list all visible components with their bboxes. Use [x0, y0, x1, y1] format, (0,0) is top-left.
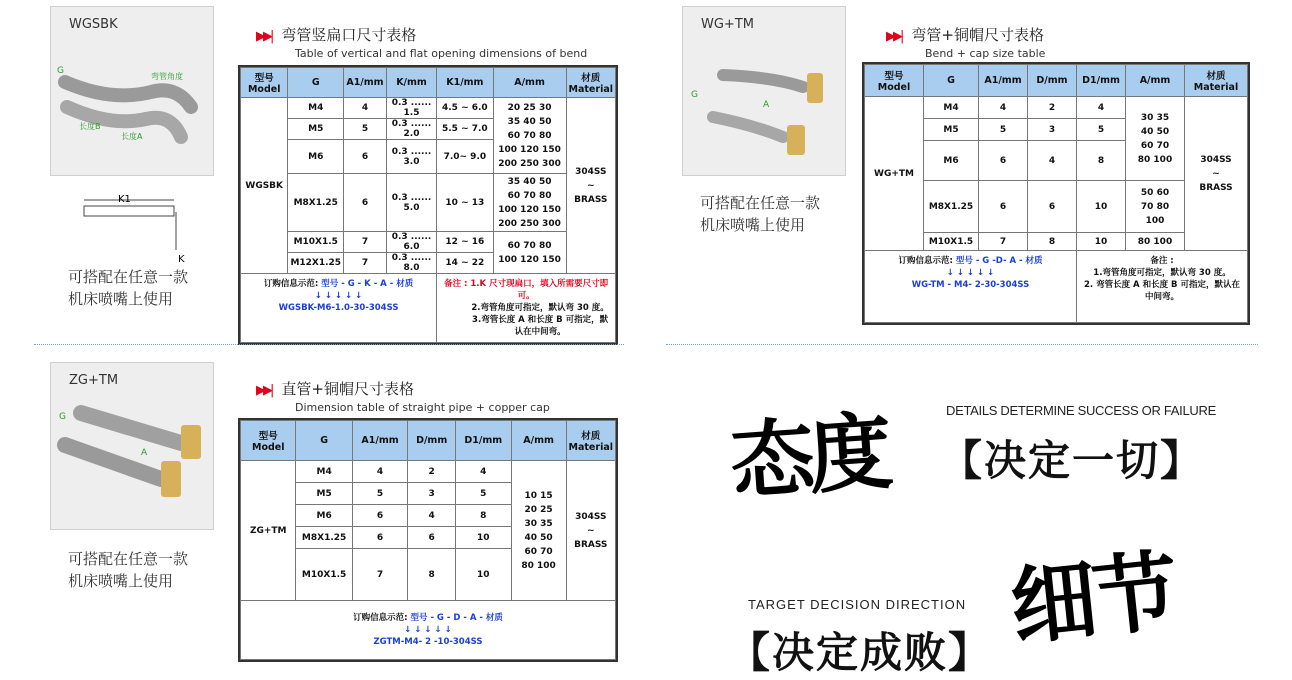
- table-row: ZG+TM M4 4 2 4 10 15 20 25 30 35 40 50 60 70 80 100 304SS ~ BRASS: [241, 461, 616, 483]
- col-k: K/mm: [386, 68, 436, 98]
- a-values: 10 15 20 25 30 35 40 50 60 70 80 100: [511, 461, 566, 601]
- col-k1: K1/mm: [437, 68, 493, 98]
- photo-label: WG+TM: [701, 17, 754, 32]
- compatibility-caption: 可搭配在任意一款 机床喷嘴上使用: [68, 550, 189, 590]
- col-a1: A1/mm: [344, 68, 387, 98]
- table-row: M10X1.5 7 8 10 80 100: [865, 233, 1248, 251]
- product-photo-wgsbk: [50, 6, 214, 176]
- title-arrows-icon: ▶▶|: [256, 29, 272, 44]
- a-values-group-2: 35 40 50 60 70 80 100 120 150 200 250 300: [493, 174, 566, 232]
- photo-label: ZG+TM: [69, 373, 119, 388]
- svg-text:弯管角度: 弯管角度: [151, 72, 183, 81]
- table-row: M12X1.25 7 0.3 ...... 8.0 14 ~ 22: [241, 253, 616, 274]
- calligraphy-attitude: 态度: [727, 401, 890, 512]
- svg-text:A: A: [763, 100, 770, 110]
- title-arrows-icon: ▶▶|: [256, 383, 272, 398]
- col-a: A/mm: [493, 68, 566, 98]
- product-photo-zg-tm: [50, 362, 214, 530]
- svg-text:A: A: [141, 448, 148, 458]
- section-divider: [34, 344, 624, 345]
- material-cell: 304SS ~ BRASS: [566, 98, 615, 274]
- table-row: M8X1.25 6 0.3 ...... 5.0 10 ~ 13 35 40 50 60 70 80 100 120 150 200 250 300: [241, 174, 616, 232]
- order-info-row: 订购信息示范: 型号 - G - D - A - 材质 ↓ ↓ ↓ ↓ ↓ ZGTM-M4- 2 -10-304SS: [241, 601, 616, 660]
- slogan-zh-2: 【决定成败】: [728, 628, 993, 677]
- a-values-group-2: 50 60 70 80 100: [1126, 181, 1185, 233]
- table-row: M8X1.25 6 6 10 50 60 70 80 100: [865, 181, 1248, 233]
- table-row: WGSBK M4 4 0.3 ...... 1.5 4.5 ~ 6.0 20 25 30 35 40 50 60 70 80 100 120 150 200 250 300 304SS ~ BRASS: [241, 98, 616, 119]
- order-info-row: 订购信息示范: 型号 - G -D- A - 材质 ↓ ↓ ↓ ↓ ↓ WG-TM - M4- 2-30-304SS 备注 : 1.弯管角度可指定，默认弯 30 度。 2. 弯管长度 A 和长度 B 可指定，默认在中间弯。: [865, 251, 1248, 323]
- bent-nozzle-image: [51, 7, 215, 177]
- material-cell: 304SS ~ BRASS: [566, 461, 615, 601]
- table-title-zh: ▶▶| 弯管竖扁口尺寸表格: [256, 26, 417, 44]
- model-cell: ZG+TM: [241, 461, 296, 601]
- title-arrows-icon: ▶▶|: [886, 29, 902, 44]
- table-title-zh: ▶▶| 直管+铜帽尺寸表格: [256, 380, 414, 398]
- compatibility-caption: 可搭配在任意一款 机床喷嘴上使用: [68, 268, 189, 308]
- svg-text:K1: K1: [118, 194, 131, 205]
- svg-text:长度B: 长度B: [79, 122, 101, 131]
- a-values-group-1: 30 35 40 50 60 70 80 100: [1126, 97, 1185, 181]
- spec-table-wg-tm: 型号 Model G A1/mm D/mm D1/mm A/mm 材质 Material WG+TM M4 4 2 4 30 35 40 50 60 70 80 100 304SS ~ BRASS M5 5 3 5 M6 6 4 8 M8X1.25 6 6 10 50 60 70 80 100 M10X1.5 7 8 10 80 100 订购信息示范: 型号 - G -D- A - 材质 ↓ ↓ ↓ ↓ ↓ WG-TM - M4- 2-30-304SS 备注 : 1.弯管角度可指定，默认弯 30 度。 2. 弯管长度 A 和长度 B 可指定，默认在中间弯。: [864, 64, 1248, 323]
- straight-cap-nozzle-image: [51, 363, 215, 531]
- table-title-zh: ▶▶| 弯管+铜帽尺寸表格: [886, 26, 1044, 44]
- compatibility-caption: 可搭配在任意一款 机床喷嘴上使用: [700, 194, 821, 234]
- svg-text:长度A: 长度A: [121, 132, 143, 141]
- photo-label: WGSBK: [69, 17, 118, 32]
- section-divider: [666, 344, 1258, 345]
- dimension-sketch: [78, 192, 188, 272]
- col-g: G: [288, 68, 344, 98]
- table-row: M5 5 3 5: [865, 119, 1248, 141]
- table-row: M6 6 0.3 ...... 3.0 7.0~ 9.0: [241, 140, 616, 174]
- table-row: M8X1.25 6 6 10: [241, 527, 616, 549]
- svg-text:G: G: [691, 90, 698, 100]
- a-values-group-1: 20 25 30 35 40 50 60 70 80 100 120 150 200 250 300: [493, 98, 566, 174]
- table-row: WG+TM M4 4 2 4 30 35 40 50 60 70 80 100 304SS ~ BRASS: [865, 97, 1248, 119]
- col-material: 材质 Material: [566, 68, 615, 98]
- svg-text:G: G: [57, 66, 64, 76]
- svg-text:G: G: [59, 412, 66, 422]
- svg-text:K: K: [178, 254, 185, 265]
- product-photo-wg-tm: [682, 6, 846, 176]
- table-title-en: Dimension table of straight pipe + copper cap: [295, 401, 550, 414]
- calligraphy-details: 细节: [1005, 540, 1180, 659]
- table-title-en: Table of vertical and flat opening dimensions of bend: [295, 47, 588, 60]
- material-cell: 304SS ~ BRASS: [1185, 97, 1248, 251]
- model-cell: WGSBK: [241, 98, 288, 274]
- model-cell: WG+TM: [865, 97, 924, 251]
- order-info-row: 订购信息示范: 型号 - G - K - A - 材质 ↓ ↓ ↓ ↓ ↓ WGSBK-M6-1.0-30-304SS 备注 : 1.K 尺寸现扁口，填入所需要尺寸即可。 2.弯管角度可指定，默认弯 30 度。 3.弯管长度 A 和长度 B 可指定，默认在中间弯。: [241, 274, 616, 343]
- table-title-en: Bend + cap size table: [925, 47, 1046, 60]
- slogan-zh-1: 【决定一切】: [940, 436, 1205, 485]
- slogan-en-2: TARGET DECISION DIRECTION: [748, 597, 967, 612]
- bent-cap-nozzle-image: [683, 7, 847, 177]
- slogan-en-1: DETAILS DETERMINE SUCCESS OR FAILURE: [946, 403, 1216, 418]
- col-model: 型号 Model: [241, 68, 288, 98]
- table-row: M5 5 0.3 ...... 2.0 5.5 ~ 7.0: [241, 119, 616, 140]
- spec-table-wgsbk: [240, 67, 616, 343]
- table-row: M10X1.5 7 0.3 ...... 6.0 12 ~ 16 60 70 80 100 120 150: [241, 232, 616, 253]
- table-row: M6 6 4 8: [241, 505, 616, 527]
- a-values-group-3: 60 70 80 100 120 150: [493, 232, 566, 274]
- spec-table-zg-tm: 型号 Model G A1/mm D/mm D1/mm A/mm 材质 Material ZG+TM M4 4 2 4 10 15 20 25 30 35 40 50 60 70 80 100 304SS ~ BRASS M5 5 3 5 M6 6 4 8 M8X1.25 6 6 10 M10X1.5 7 8 10 订购信息示范: 型号 - G - D - A - 材质 ↓ ↓ ↓ ↓ ↓ ZGTM-M4- 2 -10-304SS: [240, 420, 616, 660]
- table-row: M6 6 4 8: [865, 141, 1248, 181]
- table-row: M5 5 3 5: [241, 483, 616, 505]
- table-row: M10X1.5 7 8 10: [241, 549, 616, 601]
